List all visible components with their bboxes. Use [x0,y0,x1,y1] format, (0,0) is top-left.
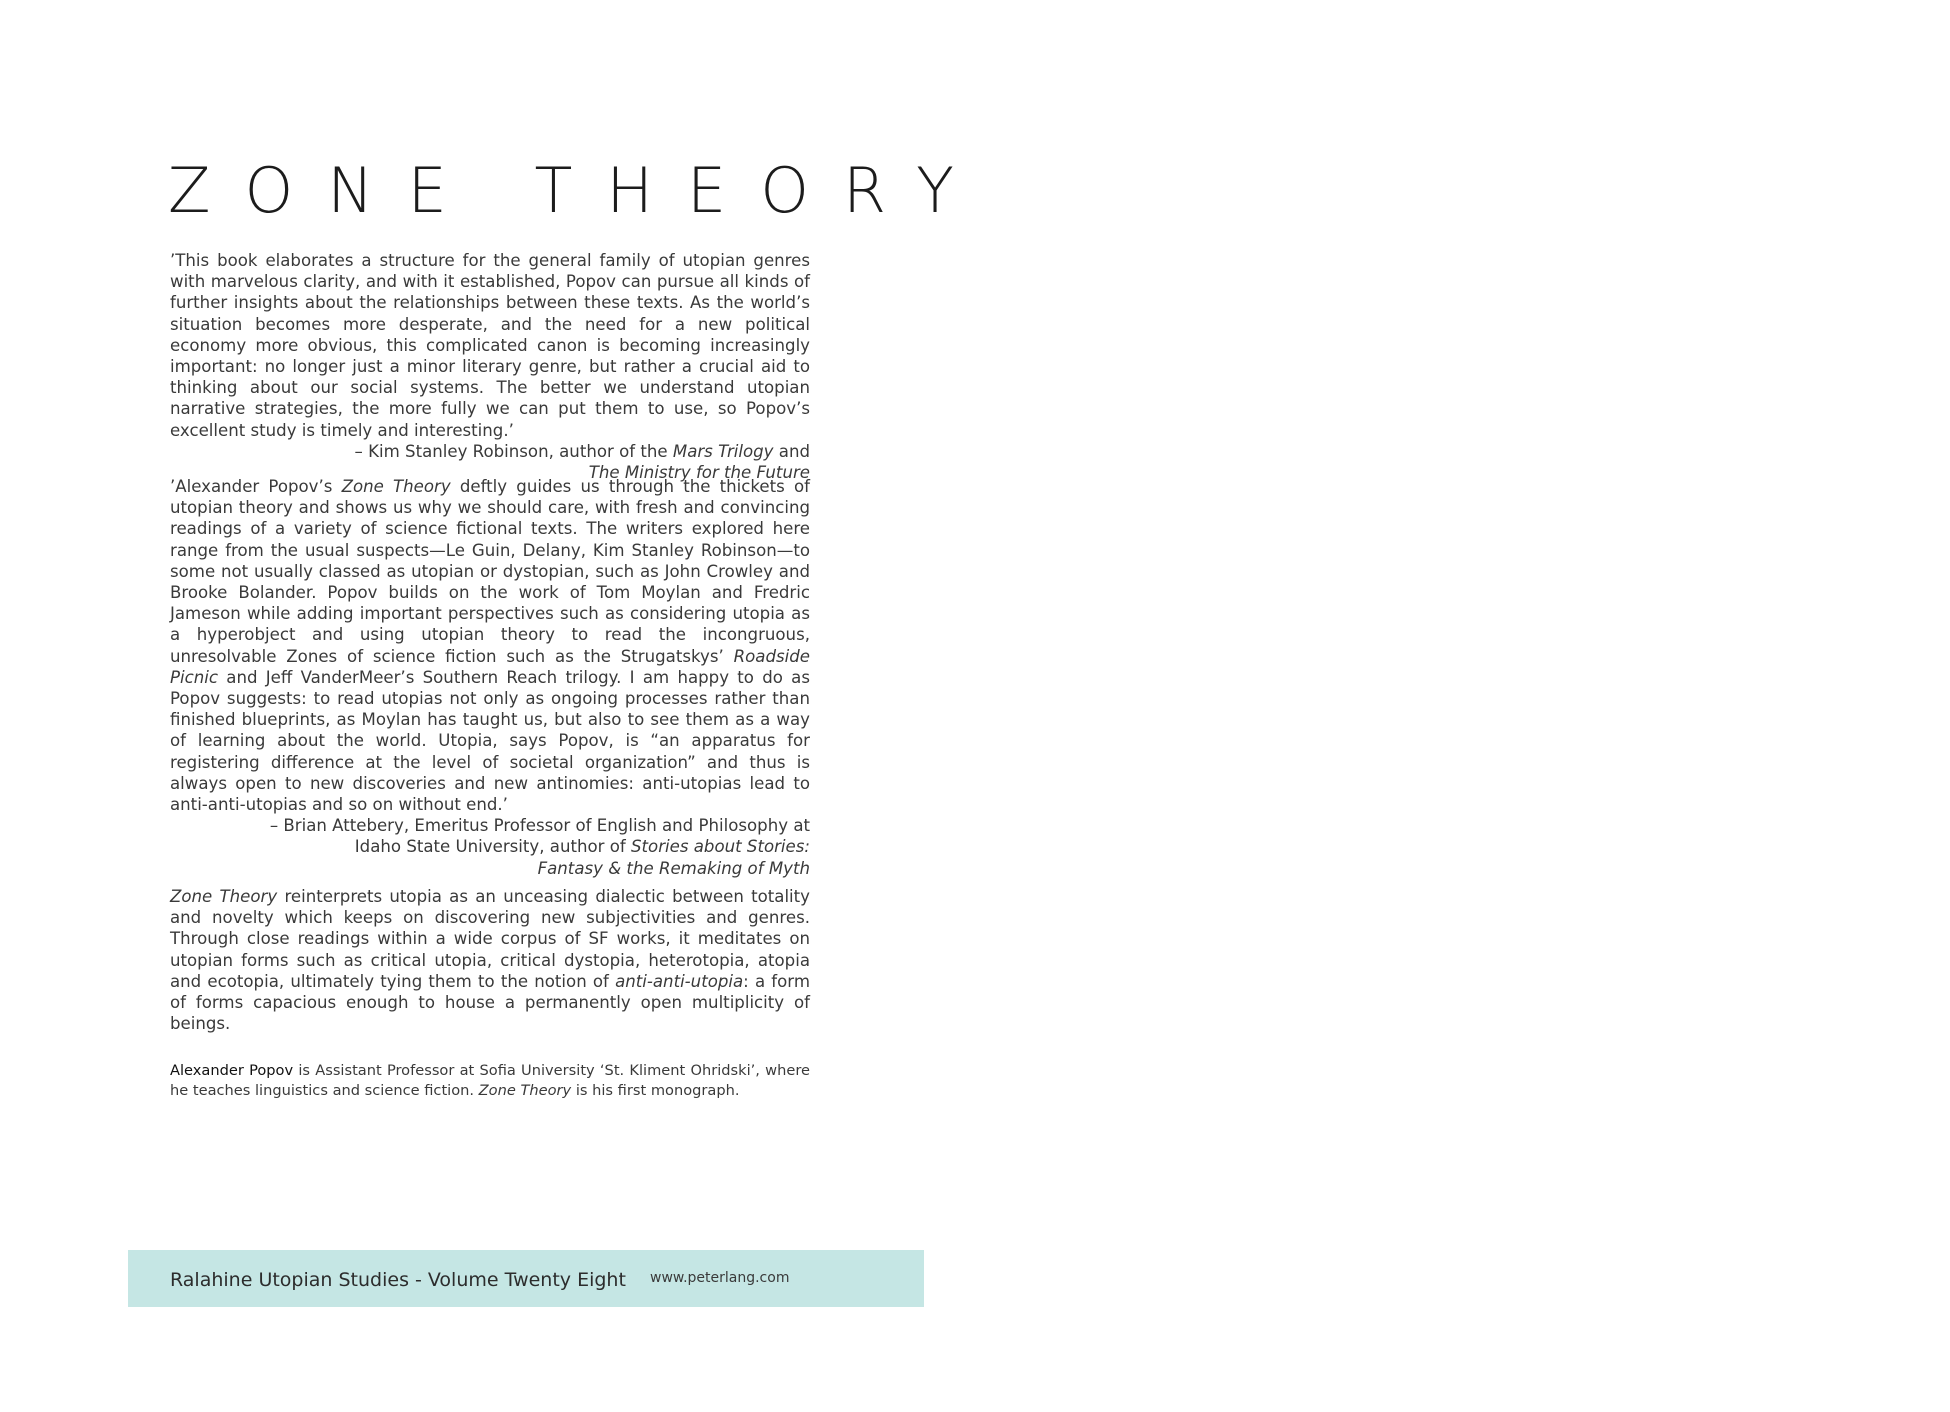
endorsement-text: ’This book elaborates a structure for the general family of utopian genres with marvelous clarity, and with it established, Popov can pursue all kinds of further insights about the relationships between these texts. As the world’s situation becomes more desperate, and the need for a new political economy more obvious, this complicated canon is becoming increasingly important: no longer just a minor literary genre, but rather a crucial aid to thinking about our social systems. The better we understand utopian narrative strategies, the more fully we can put them to use, so Popov’s excellent study is timely and interesting.’ [170,251,810,440]
endorsement-attebery [170,476,810,879]
attribution-work-title: The Ministry for the Future [588,463,810,483]
publisher-url: www.peterlang.com [650,1270,790,1286]
bio-text [170,1061,810,1101]
term-inline: anti-anti-utopia [615,971,744,991]
endorsement-text-part: and Jeff VanderMeer’s Southern Reach trilogy. I am happy to do as Popov suggests: to read utopias not only as ongoing processes rather than finished blueprints, as Moylan has taught us, but also to see them as a way of learning about the world. Utopia, says Popov, is “an apparatus for registering difference at the level of societal organization” and thus is always open to new discoveries and new antinomies: anti-utopias lead to anti-anti-utopias and so on without end.’ [170,667,810,815]
series-band [128,1250,924,1307]
description-text [170,886,810,1034]
attribution-text: and [773,441,810,461]
book-title-inline: Zone Theory [478,1082,572,1099]
endorsement-text-part: ’Alexander Popov’s [170,477,342,496]
book-title-inline: Zone Theory [170,887,278,906]
bio-text-part: is Assistant Professor at Sofia University ‘St. Kliment Ohridski’, where he teaches linguistics and science fiction. [170,1062,810,1099]
book-description [170,886,810,1034]
author-bio [170,1061,810,1101]
endorsement-text [170,476,810,815]
attribution-text: – Kim Stanley Robinson, author of the [354,441,673,461]
author-name: Alexander Popov [170,1062,294,1079]
attribution-line [170,836,810,857]
endorsement-robinson [170,250,810,483]
attribution-line [170,858,810,879]
description-text-part: reinterprets utopia as an unceasing dialectic between totality and novelty which keeps on discovering new subjectivities and genres. Through close readings within a wide corpus of SF works, it meditates on utopian forms such as critical utopia, critical dystopia, heterotopia, atopia and ecotopia, ultimately tying them to the notion of [170,887,810,991]
attribution-line [170,441,810,462]
description-text-part: : a form of forms capacious enough to house a permanently open multiplicity of beings. [170,971,810,1034]
endorsement-text-part: deftly guides us through the thickets of utopian theory and shows us why we should care, with fresh and convincing readings of a variety of science fictional texts. The writers explored here range from the usual suspects—Le Guin, Delany, Kim Stanley Robinson—to some not usually classed as utopian or dystopian, such as John Crowley and Brooke Bolander. Popov builds on the work of Tom Moylan and Fredric Jameson while adding important perspectives such as considering utopia as a hyperobject and using utopian theory to read the incongruous, unresolvable Zones of science fiction such as the Strugatskys’ [170,477,810,666]
attribution-work-title: Fantasy & the Remaking of Myth [537,858,810,878]
series-name: Ralahine Utopian Studies - Volume Twenty Eight [170,1269,626,1291]
bio-text-part: is his first monograph. [571,1082,740,1099]
work-title-inline: Roadside Picnic [170,646,810,687]
book-title: ZONE THEORY [168,154,988,227]
attribution-work-title: Mars Trilogy [672,441,774,461]
attribution-line: – Brian Attebery, Emeritus Professor of English and Philosophy at [269,816,810,836]
book-title-inline: Zone Theory [341,477,451,496]
attribution-work-title: Stories about Stories: [631,837,810,857]
endorsement-attribution [170,815,810,879]
attribution-text: Idaho State University, author of [354,837,632,857]
